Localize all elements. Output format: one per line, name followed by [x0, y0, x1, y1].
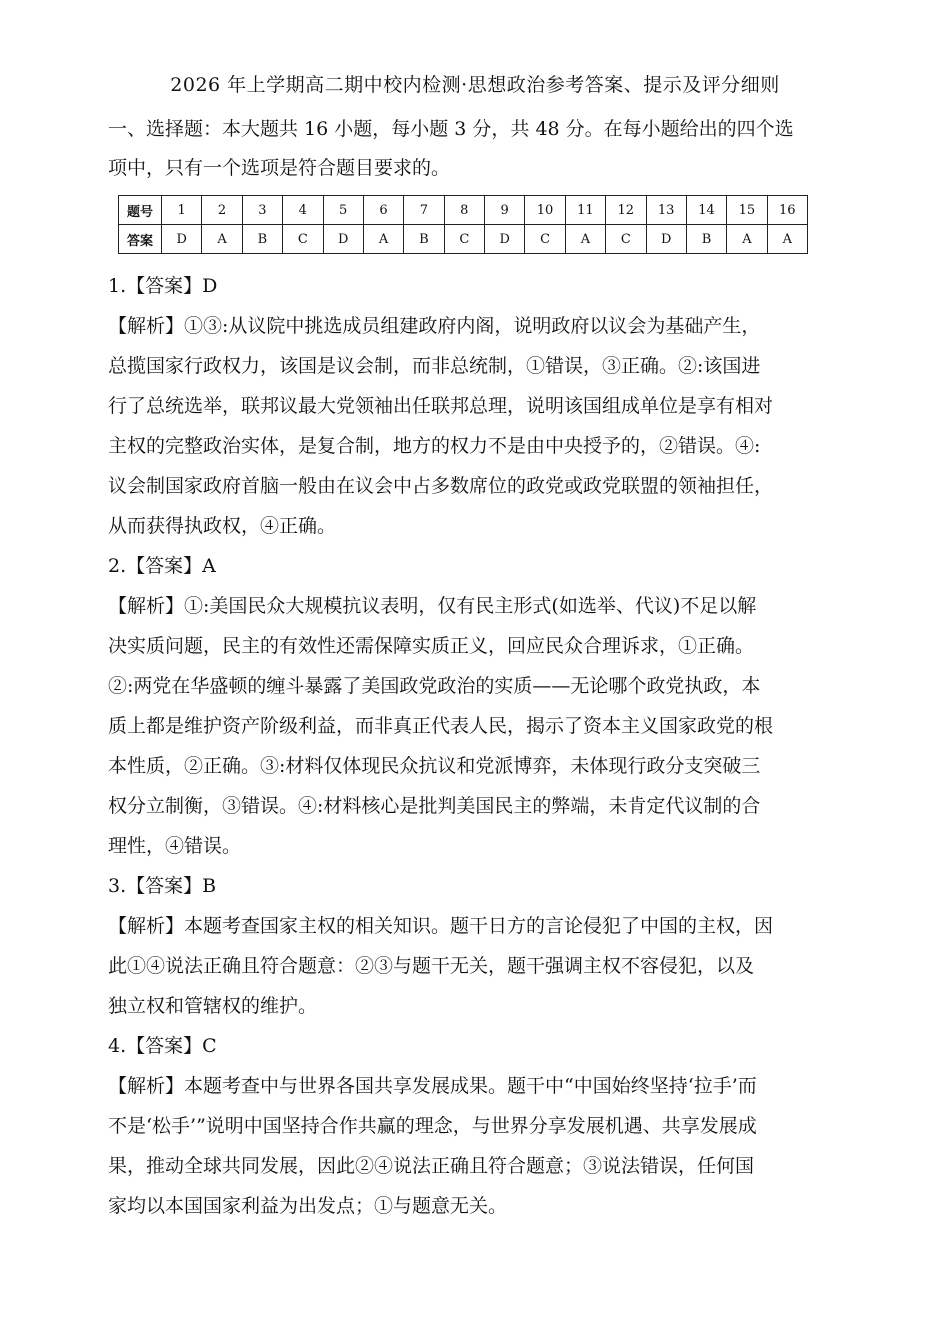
answer-cell: D	[646, 225, 686, 254]
question-block-3	[108, 866, 848, 1026]
explanation-line: 家均以本国国家利益为出发点；①与题意无关。	[108, 1195, 508, 1217]
explanation-line: 本性质，②正确。③:材料仅体现民众抗议和党派博弈，未体现行政分支突破三	[108, 755, 761, 777]
answer-row	[119, 225, 808, 254]
explanation-line: 【解析】本题考查中与世界各国共享发展成果。题干中“中国始终坚持‘拉手’而	[108, 1075, 757, 1097]
question-number-cell: 7	[404, 196, 444, 225]
question-number-row	[119, 196, 808, 225]
question-number-cell: 6	[363, 196, 403, 225]
question-number-cell: 14	[686, 196, 726, 225]
explanation-line: 【解析】①③:从议院中挑选成员组建政府内阁，说明政府以议会为基础产生，	[108, 315, 761, 337]
explanation-line: 主权的完整政治实体，是复合制，地方的权力不是由中央授予的，②错误。④:	[108, 435, 761, 457]
answer-cell: A	[565, 225, 605, 254]
answer-cell: C	[444, 225, 484, 254]
explanation-line: 权分立制衡，③错误。④:材料核心是批判美国民主的弊端，未肯定代议制的合	[108, 795, 761, 817]
explanation-line: 【解析】本题考查国家主权的相关知识。题干日方的言论侵犯了中国的主权，因	[108, 915, 774, 937]
answer-line: 4.【答案】C	[108, 1035, 217, 1057]
section-heading	[108, 110, 848, 188]
answer-cell: B	[242, 225, 282, 254]
answer-line: 3.【答案】B	[108, 875, 217, 897]
question-block-1	[108, 266, 848, 546]
question-number-cell: 1	[162, 196, 202, 225]
answer-cell: A	[202, 225, 242, 254]
question-number-cell: 16	[767, 196, 807, 225]
explanation-line: 总揽国家行政权力，该国是议会制，而非总统制，①错误，③正确。②:该国进	[108, 355, 761, 377]
explanation-line: 行了总统选举，联邦议最大党领袖出任联邦总理，说明该国组成单位是享有相对	[108, 395, 774, 417]
explanation-line: 从而获得执政权，④正确。	[108, 515, 337, 537]
answer-cell: B	[686, 225, 726, 254]
answer-cell: A	[767, 225, 807, 254]
answer-cell: C	[525, 225, 565, 254]
question-number-cell: 12	[606, 196, 646, 225]
answer-cell: D	[323, 225, 363, 254]
question-number-cell: 3	[242, 196, 282, 225]
answer-line: 1.【答案】D	[108, 275, 218, 297]
question-number-cell: 9	[485, 196, 525, 225]
page-title: 2026 年上学期高二期中校内检测·思想政治参考答案、提示及评分细则	[170, 74, 780, 96]
answer-cell: D	[162, 225, 202, 254]
question-number-cell: 4	[283, 196, 323, 225]
explanation-line: 理性，④错误。	[108, 835, 242, 857]
explanation-line: ②:两党在华盛顿的缠斗暴露了美国政党政治的实质——无论哪个政党执政，本	[108, 675, 761, 697]
answer-cell: C	[283, 225, 323, 254]
question-number-cell: 15	[727, 196, 767, 225]
explanation-line: 决实质问题，民主的有效性还需保障实质正义，回应民众合理诉求，①正确。	[108, 635, 755, 657]
answer-table	[118, 195, 808, 254]
explanation-line: 【解析】①:美国民众大规模抗议表明，仅有民主形式(如选举、代议)不足以解	[108, 595, 757, 617]
question-number-cell: 13	[646, 196, 686, 225]
explanation-line: 质上都是维护资产阶级利益，而非真正代表人民，揭示了资本主义国家政党的根	[108, 715, 774, 737]
question-number-cell: 2	[202, 196, 242, 225]
question-number-cell: 8	[444, 196, 484, 225]
answer-line: 2.【答案】A	[108, 555, 216, 577]
question-number-cell: 5	[323, 196, 363, 225]
section-heading-line: 项中，只有一个选项是符合题目要求的。	[108, 157, 451, 179]
explanation-line: 独立权和管辖权的维护。	[108, 995, 318, 1017]
section-heading-line: 一、选择题：本大题共 16 小题，每小题 3 分，共 48 分。在每小题给出的四个选	[108, 118, 794, 140]
answer-cell: D	[485, 225, 525, 254]
explanation-line: 议会制国家政府首脑一般由在议会中占多数席位的政党或政党联盟的领袖担任，	[108, 475, 774, 497]
explanation-line: 此①④说法正确且符合题意：②③与题干无关，题干强调主权不容侵犯，以及	[108, 955, 755, 977]
question-number-cell: 10	[525, 196, 565, 225]
answer-cell: A	[363, 225, 403, 254]
answer-cell: A	[727, 225, 767, 254]
question-block-4	[108, 1026, 848, 1226]
answer-cell: B	[404, 225, 444, 254]
question-block-2	[108, 546, 848, 866]
question-number-cell: 11	[565, 196, 605, 225]
explanation-line: 果，推动全球共同发展，因此②④说法正确且符合题意；③说法错误，任何国	[108, 1155, 755, 1177]
row-header: 答案	[119, 225, 162, 254]
row-header: 题号	[119, 196, 162, 225]
explanation-line: 不是‘松手’”说明中国坚持合作共赢的理念，与世界分享发展机遇、共享发展成	[108, 1115, 757, 1137]
answer-cell: C	[606, 225, 646, 254]
